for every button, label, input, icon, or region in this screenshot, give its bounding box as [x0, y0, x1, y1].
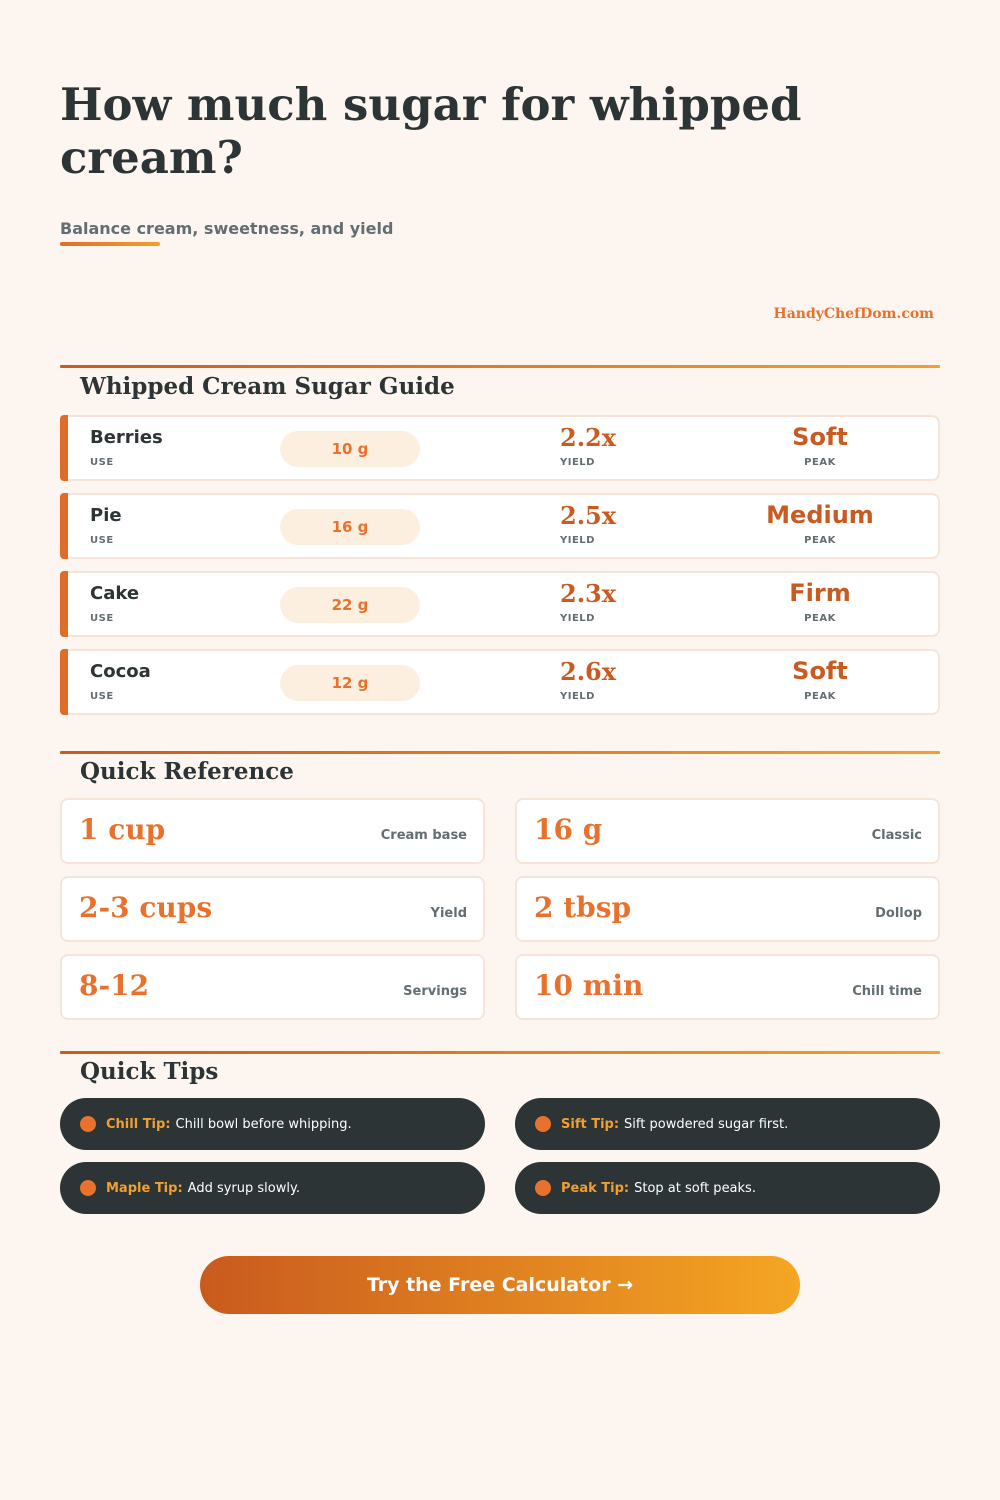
guide-row-name: Pie: [90, 505, 122, 526]
guide-row: [60, 493, 940, 559]
row-accent-bar: [60, 493, 68, 559]
use-label: USE: [90, 535, 114, 546]
row-accent-bar: [60, 415, 68, 481]
bullet-dot-icon: [80, 1180, 96, 1196]
reference-card: [515, 798, 940, 864]
reference-card: [515, 954, 940, 1020]
sugar-amount-pill: 16 g: [280, 509, 420, 545]
peak-label: PEAK: [804, 691, 836, 702]
tip-text: Chill bowl before whipping.: [175, 1116, 352, 1132]
section-divider: [60, 751, 940, 754]
guide-row: [60, 571, 940, 637]
reference-label: Chill time: [852, 984, 922, 999]
sugar-amount-pill: 10 g: [280, 431, 420, 467]
peak-value: Soft: [792, 423, 848, 451]
reference-card: [515, 876, 940, 942]
reference-label: Servings: [403, 984, 467, 999]
bullet-dot-icon: [535, 1180, 551, 1196]
subtitle-underline: [60, 242, 160, 246]
section-divider: [60, 365, 940, 368]
sugar-amount-pill: 22 g: [280, 587, 420, 623]
yield-value: 2.5x: [560, 501, 617, 530]
peak-value: Soft: [792, 657, 848, 685]
page-title: How much sugar for whipped cream?: [60, 78, 802, 184]
reference-value: 2 tbsp: [534, 891, 632, 924]
yield-value: 2.6x: [560, 657, 617, 686]
section-divider: [60, 1051, 940, 1054]
reference-label: Cream base: [380, 828, 467, 843]
reference-value: 16 g: [534, 813, 603, 846]
tip-text: Add syrup slowly.: [187, 1180, 300, 1196]
tip-text: Stop at soft peaks.: [634, 1180, 756, 1196]
tip-pill: [60, 1162, 485, 1214]
yield-label: YIELD: [560, 535, 595, 546]
yield-value: 2.3x: [560, 579, 617, 608]
row-accent-bar: [60, 649, 68, 715]
tip-label: Chill Tip:: [106, 1116, 171, 1132]
reference-value: 2-3 cups: [79, 891, 213, 924]
peak-value: Firm: [789, 579, 851, 607]
tip-pill: [515, 1098, 940, 1150]
peak-label: PEAK: [804, 457, 836, 468]
guide-row-name: Cake: [90, 583, 140, 604]
use-label: USE: [90, 691, 114, 702]
peak-label: PEAK: [804, 613, 836, 624]
reference-label: Dollop: [875, 906, 922, 921]
reference-card: [60, 876, 485, 942]
tip-pill: [515, 1162, 940, 1214]
tip-label: Sift Tip:: [561, 1116, 620, 1132]
tip-text: Sift powdered sugar first.: [624, 1116, 789, 1132]
yield-value: 2.2x: [560, 423, 617, 452]
reference-value: 10 min: [534, 969, 644, 1002]
peak-label: PEAK: [804, 535, 836, 546]
brand-link[interactable]: HandyChefDom.com: [773, 306, 934, 322]
guide-row-name: Berries: [90, 427, 163, 448]
reference-value: 8-12: [79, 969, 150, 1002]
reference-label: Classic: [871, 828, 922, 843]
yield-label: YIELD: [560, 613, 595, 624]
tips-title: Quick Tips: [80, 1058, 219, 1085]
row-accent-bar: [60, 571, 68, 637]
guide-title: Whipped Cream Sugar Guide: [80, 373, 455, 400]
reference-label: Yield: [430, 906, 467, 921]
bullet-dot-icon: [80, 1116, 96, 1132]
guide-row-name: Cocoa: [90, 661, 151, 682]
tip-label: Peak Tip:: [561, 1180, 630, 1196]
use-label: USE: [90, 457, 114, 468]
reference-card: [60, 954, 485, 1020]
reference-card: [60, 798, 485, 864]
reference-title: Quick Reference: [80, 758, 294, 785]
calculator-cta-button[interactable]: Try the Free Calculator →: [200, 1256, 800, 1314]
yield-label: YIELD: [560, 691, 595, 702]
bullet-dot-icon: [535, 1116, 551, 1132]
tip-pill: [60, 1098, 485, 1150]
use-label: USE: [90, 613, 114, 624]
sugar-amount-pill: 12 g: [280, 665, 420, 701]
peak-value: Medium: [766, 501, 874, 529]
yield-label: YIELD: [560, 457, 595, 468]
guide-row: [60, 649, 940, 715]
page-subtitle: Balance cream, sweetness, and yield: [60, 219, 394, 238]
guide-row: [60, 415, 940, 481]
reference-value: 1 cup: [79, 813, 166, 846]
tip-label: Maple Tip:: [106, 1180, 183, 1196]
